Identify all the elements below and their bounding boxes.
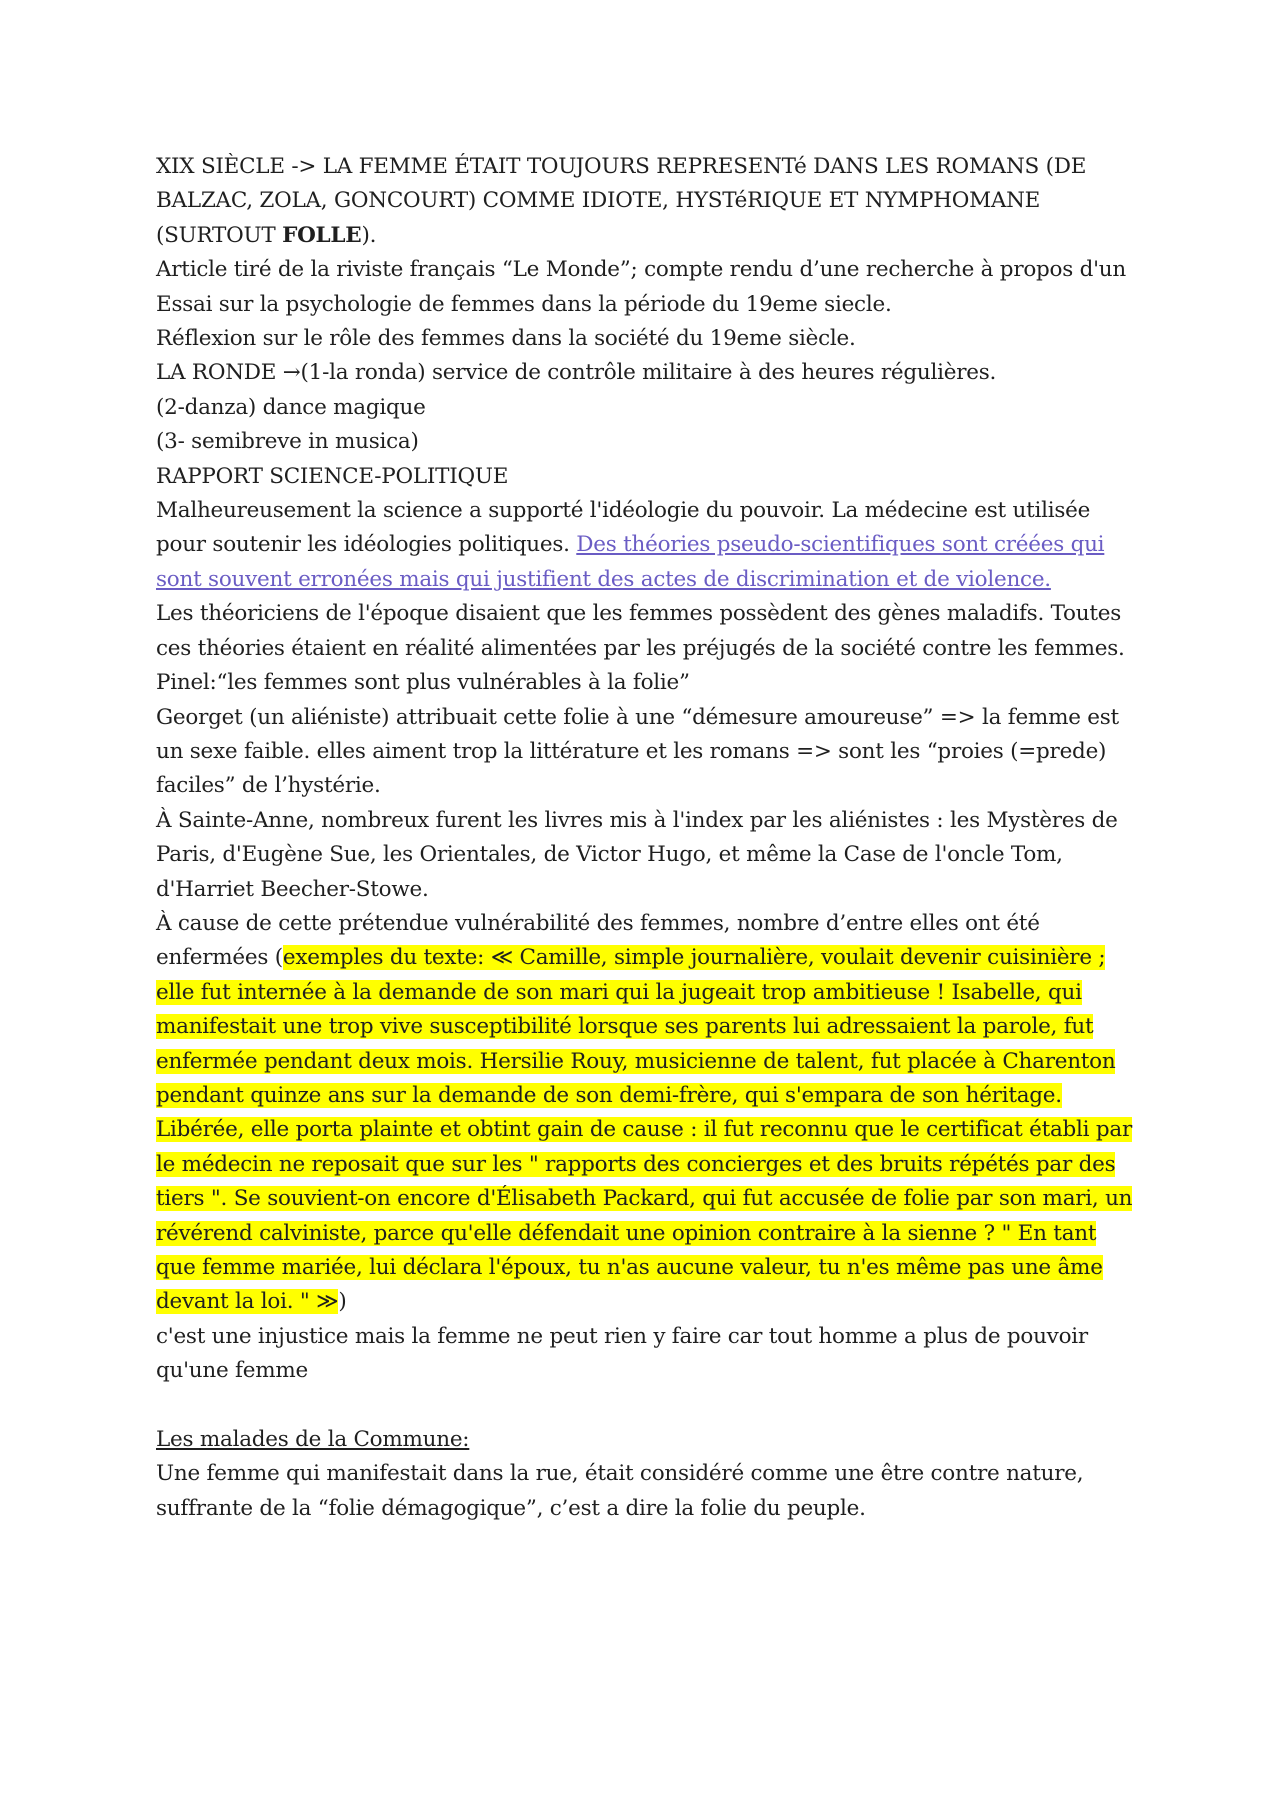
sainte-anne-paragraph: À Sainte-Anne, nombreux furent les livres mis à l'index par les aliénistes : les Mystères de Paris, d'Eugène Sue, les Orientales, de Victor Hugo, et même la Case de l'oncle Tom, d'Harriet Beecher-Stowe. — [156, 807, 1118, 902]
reflection-line: Réflexion sur le rôle des femmes dans la société du 19eme siècle. — [156, 326, 856, 352]
commune-paragraph: Une femme qui manifestait dans la rue, était considéré comme une être contre nature, suffrante de la “folie démagogique”, c’est a dire la folie du peuple. — [156, 1461, 1084, 1521]
theories-link[interactable]: Des théories pseudo-scientifiques sont créées qui sont souvent erronées mais qui justifient des actes de discrimination et de violence. — [156, 532, 1105, 592]
theoriciens-paragraph: Les théoriciens de l'époque disaient que les femmes possèdent des gènes maladifs. Toutes ces théories étaient en réalité alimentées par les préjugés de la société contre les femmes. — [156, 601, 1125, 661]
danza-line: (2-danza) dance magique — [156, 394, 426, 420]
intro-bold-word: FOLLE — [282, 222, 362, 248]
intro-paragraph — [156, 150, 1141, 253]
intro-text: XIX SIÈCLE -> LA FEMME ÉTAIT TOUJOURS REPRESENTé DANS LES ROMANS (DE BALZAC, ZOLA, GONCOURT) COMME IDIOTE, HYSTéRIQUE ET NYMPHOMANE (SURTOUT — [156, 154, 1087, 248]
commune-heading: Les malades de la Commune: — [156, 1427, 470, 1453]
semibreve-line: (3- semibreve in musica) — [156, 429, 419, 455]
examples-intro: À cause de cette prétendue vulnérabilité des femmes, nombre d’entre elles ont été enfermées ( — [156, 910, 1040, 971]
injustice-paragraph: c'est une injustice mais la femme ne peut rien y faire car tout homme a plus de pouvoir qu'une femme — [156, 1323, 1088, 1384]
highlighted-examples: exemples du texte: ≪ Camille, simple journalière, voulait devenir cuisinière ; elle fut internée à la demande de son mari qui la jugeait trop ambitieuse ! Isabelle, qui manifestait une trop vive susceptibilité lorsque ses parents lui adressaient la parole, fut enfermée pendant deux mois. Hersilie Rouy, musicienne de talent, fut placée à Charenton pendant quinze ans sur la demande de son demi-frère, qui s'empara de son héritage. Libérée, elle porta plainte et obtint gain de cause : il fut reconnu que le certificat établi par le médecin ne reposait que sur les " rapports des concierges et des bruits répétés par des tiers ". Se souvient-on encore d'Élisabeth Packard, qui fut accusée de folie par son mari, un révérend calviniste, parce qu'elle défendait une opinion contraire à la sienne ? " En tant que femme mariée, lui déclara l'époux, tu n'as aucune valeur, tu n'es même pas une âme devant la loi. " ≫ — [156, 945, 1133, 1315]
pinel-quote: Pinel:“les femmes sont plus vulnérables à la folie” — [156, 670, 690, 696]
science-paragraph — [156, 494, 1141, 597]
georget-paragraph: Georget (un aliéniste) attribuait cette folie à une “démesure amoureuse” => la femme est un sexe faible. elles aiment trop la littérature et les romans => sont les “proies (=prede) faciles” de l’hystérie. — [156, 704, 1119, 799]
blank-line — [156, 1389, 1141, 1423]
science-text: Malheureusement la science a supporté l'idéologie du pouvoir. La médecine est utilisée pour soutenir les idéologies politiques. — [156, 498, 1091, 558]
article-paragraph: Article tiré de la riviste français “Le Monde”; compte rendu d’une recherche à propos d'un Essai sur la psychologie de femmes dans la période du 19eme siecle. — [156, 257, 1126, 317]
examples-end: ) — [338, 1289, 347, 1315]
document-page — [156, 150, 1141, 1526]
section-title-science-politique: RAPPORT SCIENCE-POLITIQUE — [156, 463, 509, 489]
intro-end: ). — [361, 222, 377, 248]
la-ronde-line: LA RONDE →(1-la ronda) service de contrôle militaire à des heures régulières. — [156, 360, 997, 386]
examples-paragraph — [156, 907, 1141, 1320]
